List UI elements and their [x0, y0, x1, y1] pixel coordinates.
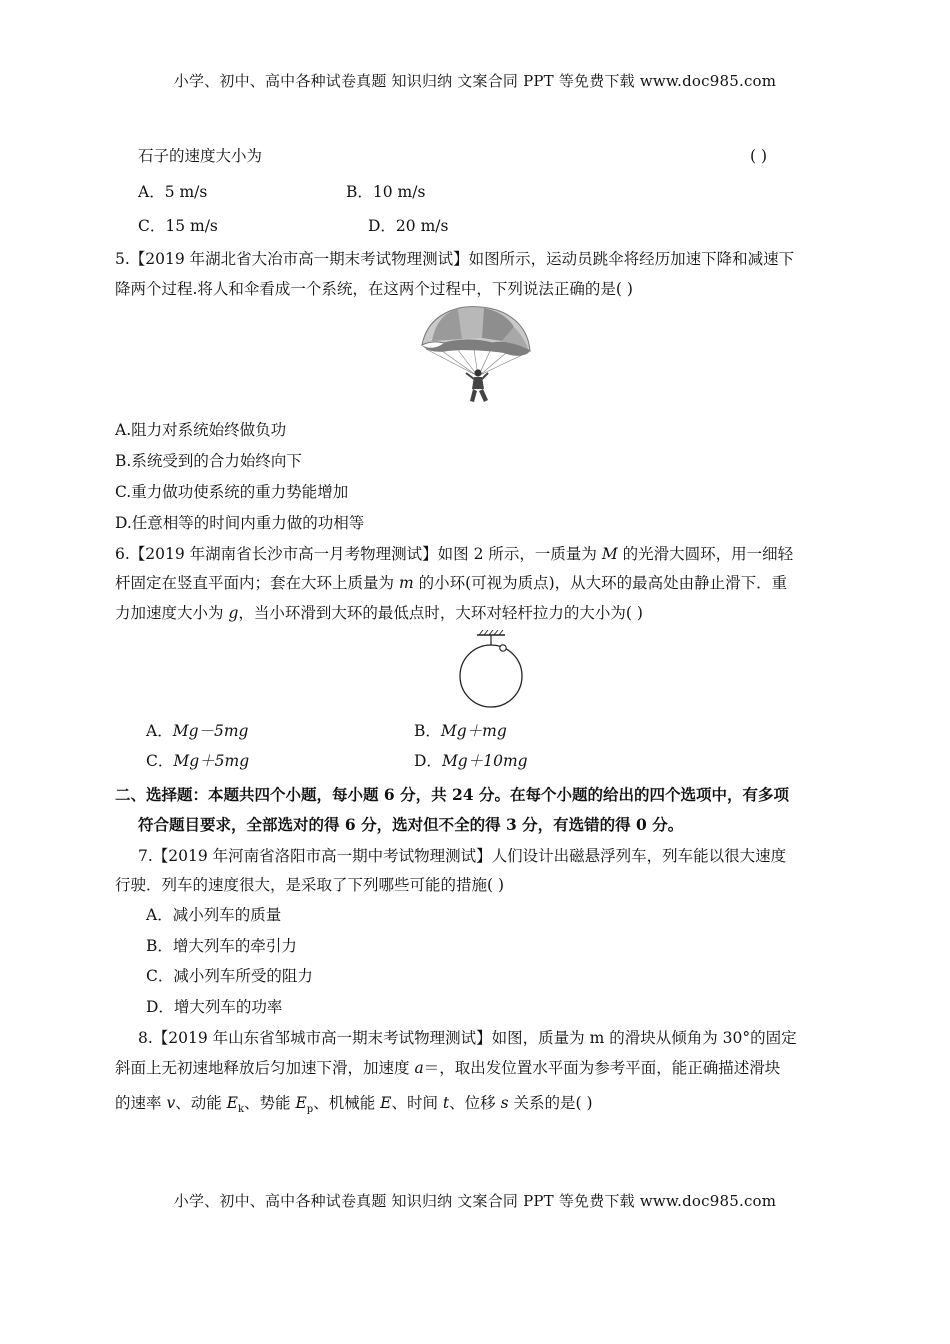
q5-option-d: D.任意相等的时间内重力做的功相等: [115, 514, 365, 532]
q8-text: 、时间: [391, 1094, 443, 1112]
q6-text: 的光滑大圆环，用一细轻: [617, 545, 794, 563]
q4-stem-tail: 石子的速度大小为: [138, 147, 263, 165]
q4-option-b: B．10 m/s: [346, 183, 426, 201]
q8-text: 、动能: [175, 1094, 227, 1112]
q5-option-a: A.阻力对系统始终做负功: [115, 421, 287, 439]
parachutist-figure: [418, 305, 533, 413]
q8-text: 、机械能: [313, 1094, 381, 1112]
q8-text: 、势能: [244, 1094, 296, 1112]
q6-option-d: [414, 751, 528, 771]
q6-option-expr: Mg＋10mg: [441, 752, 528, 770]
q4-option-d: D．20 m/s: [368, 217, 449, 235]
q8-stem-line3: [115, 1093, 593, 1120]
q8-text: 关系的是( ): [508, 1094, 593, 1112]
q6-stem-line1: [115, 544, 793, 564]
q8-stem-line2: [115, 1058, 780, 1078]
q6-text: 力加速度大小为: [115, 604, 229, 622]
q6-option-b: [414, 721, 507, 741]
q8-text: 斜面上无初速地释放后匀加速下滑，加速度: [115, 1059, 415, 1077]
section2-heading-line2: 符合题目要求，全部选对的得 6 分，选对但不全的得 3 分，有选错的得 0 分。: [138, 815, 684, 834]
q8-sub-p: p: [306, 1104, 314, 1116]
q6-var-M: M: [601, 545, 618, 563]
q6-option-label: A．: [146, 722, 173, 740]
q5-stem-line1: 5.【2019 年湖北省大冶市高一期末考试物理测试】如图所示，运动员跳伞将经历加速下降和减速下: [115, 250, 795, 268]
q6-option-label: B．: [414, 722, 441, 740]
q5-stem-line2: 降两个过程.将人和伞看成一个系统，在这两个过程中，下列说法正确的是( ): [115, 280, 633, 298]
q6-stem-line3: [115, 603, 643, 623]
q8-stem-line1: 8.【2019 年山东省邹城市高一期末考试物理测试】如图，质量为 m 的滑块从倾角为 30°的固定: [138, 1029, 797, 1047]
q8-text: 、位移: [449, 1094, 501, 1112]
q6-option-c: [146, 751, 249, 771]
q6-option-label: C．: [146, 752, 174, 770]
q6-var-g: g: [228, 604, 239, 622]
q4-option-a: A．5 m/s: [138, 183, 208, 201]
q7-option-c: C．减小列车所受的阻力: [146, 967, 313, 985]
q7-option-d: D．增大列车的功率: [146, 998, 283, 1016]
q7-stem-line1: 7.【2019 年河南省洛阳市高一期中考试物理测试】人们设计出磁悬浮列车，列车能以很大速度: [138, 847, 787, 865]
q8-text: ＝，取出发位置水平面为参考平面，能正确描述滑块: [423, 1059, 781, 1077]
q4-option-c: C．15 m/s: [138, 217, 218, 235]
q6-option-expr: Mg＋mg: [440, 722, 507, 740]
q6-text: ，当小环滑到大环的最低点时，大环对轻杆拉力的大小为( ): [238, 604, 643, 622]
page-footer: 小学、初中、高中各种试卷真题 知识归纳 文案合同 PPT 等免费下载 www.doc985.com: [173, 1192, 777, 1210]
q6-option-a: [146, 721, 248, 741]
q6-text: 6.【2019 年湖南省长沙市高一月考物理测试】如图 2 所示，一质量为: [115, 545, 602, 563]
q7-option-b: B．增大列车的牵引力: [146, 937, 297, 955]
q7-option-a: A．减小列车的质量: [146, 906, 282, 924]
q8-var-E: E: [380, 1094, 392, 1112]
q8-var-s: s: [500, 1094, 509, 1112]
q6-var-m: m: [398, 574, 414, 592]
q5-option-b: B.系统受到的合力始终向下: [115, 452, 302, 470]
q5-option-c: C.重力做功使系统的重力势能增加: [115, 483, 349, 501]
q7-stem-line2: 行驶．列车的速度很大，是采取了下列哪些可能的措施( ): [115, 876, 505, 894]
page-header: 小学、初中、高中各种试卷真题 知识归纳 文案合同 PPT 等免费下载 www.doc985.com: [173, 72, 777, 90]
q4-answer-paren: ( ): [750, 147, 768, 165]
q8-text: 的速率: [115, 1094, 167, 1112]
q6-text: 杆固定在竖直平面内；套在大环上质量为: [115, 574, 399, 592]
q6-option-expr: Mg－5mg: [172, 722, 249, 740]
q6-option-expr: Mg＋5mg: [173, 752, 250, 770]
q8-var-a: a: [414, 1059, 424, 1077]
section2-heading-line1: 二、选择题：本题共四个小题，每小题 6 分，共 24 分。在每个小题的给出的四个选项中，有多项: [115, 785, 789, 804]
q8-var-E: E: [226, 1094, 238, 1112]
q6-option-label: D．: [414, 752, 442, 770]
q8-var-E: E: [295, 1094, 307, 1112]
ring-figure: [455, 630, 529, 712]
q6-text: 的小环(可视为质点)，从大环的最高处由静止滑下．重: [413, 574, 788, 592]
q8-var-v: v: [166, 1094, 176, 1112]
q8-sub-k: k: [237, 1104, 245, 1116]
q6-stem-line2: [115, 573, 787, 593]
q8-var-t: t: [442, 1094, 450, 1112]
